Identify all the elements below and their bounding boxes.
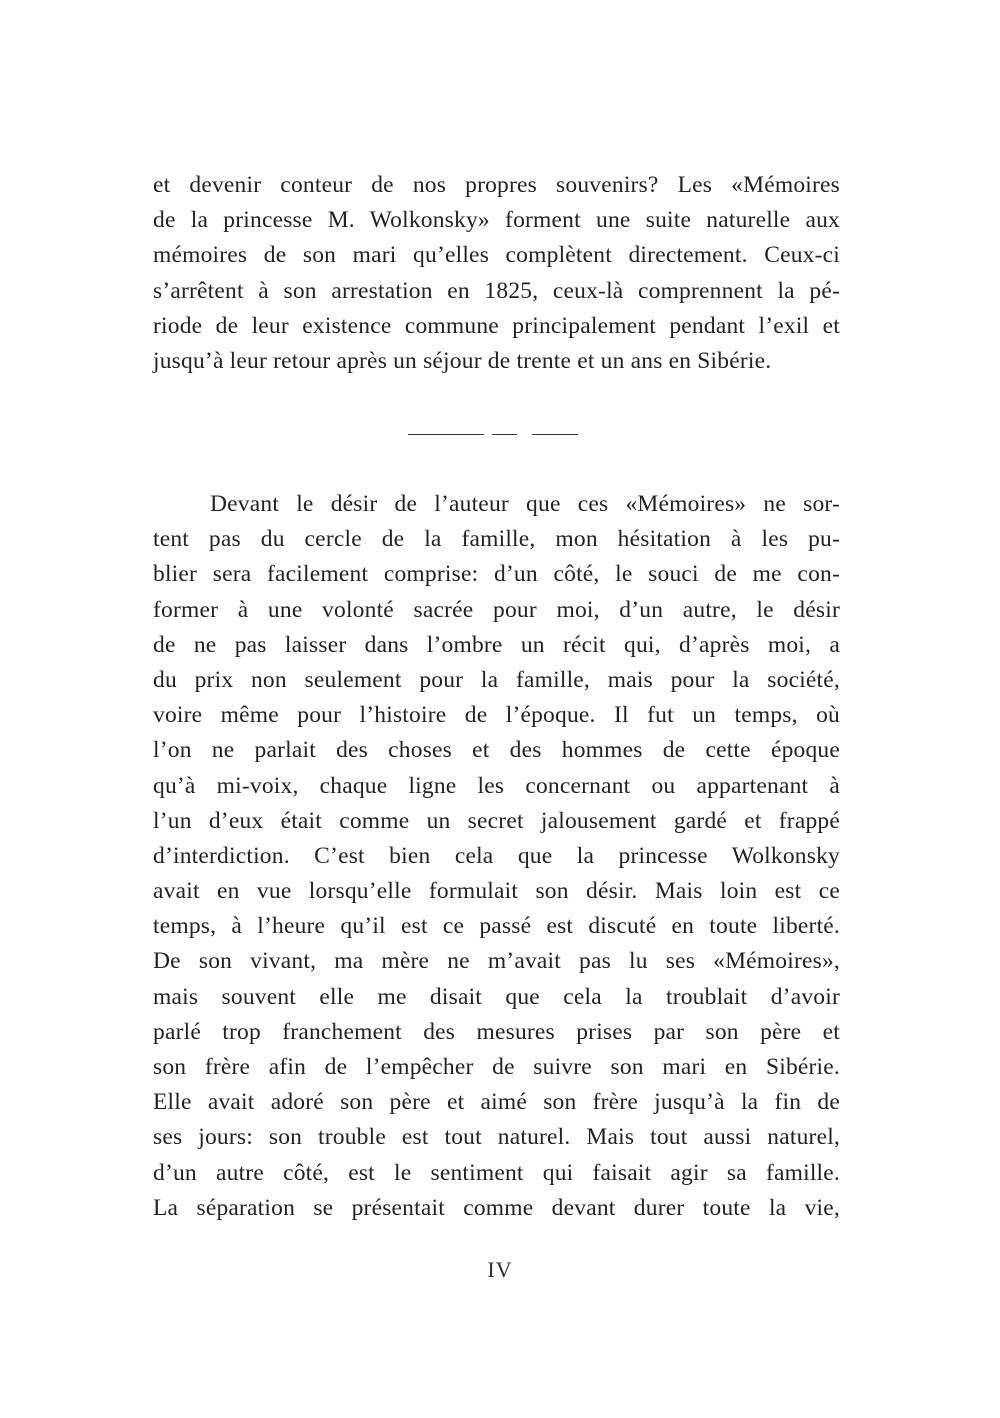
text-line: blier sera facilement comprise: d’un côté, le souci de me con- [153,561,840,588]
text-line: jusqu’à leur retour après un séjour de trente et un ans en Sibérie. [153,347,772,374]
text-line: former à une volonté sacrée pour moi, d’un autre, le désir [153,596,840,623]
text-line: d’un autre côté, est le sentiment qui faisait agir sa famille. [153,1159,840,1186]
text-line: parlé trop franchement des mesures prises par son père et [153,1018,840,1045]
text-line: d’interdiction. C’est bien cela que la princesse Wolkonsky [153,842,840,869]
text-line: avait en vue lorsqu’elle formulait son désir. Mais loin est ce [153,878,840,905]
text-line: voire même pour l’histoire de l’époque. Il fut un temps, où [153,702,840,729]
text-line: de la princesse M. Wolkonsky» forment une suite naturelle aux [153,207,840,234]
text-line: et devenir conteur de nos propres souvenirs? Les «Mémoires [153,172,840,198]
text-line: mais souvent elle me disait que cela la troublait d’avoir [153,983,840,1010]
separator-segment [492,434,517,435]
text-line: Devant le désir de l’auteur que ces «Mémoires» ne sor- [210,491,840,517]
text-line: l’on ne parlait des choses et des hommes de cette époque [153,737,840,764]
paragraph-continued [153,168,840,379]
text-line: qu’à mi-voix, chaque ligne les concernant ou appartenant à [153,772,840,799]
page-number: IV [487,1257,513,1282]
paragraph-main [153,487,840,1226]
text-line: mémoires de son mari qu’elles complètent directement. Ceux-ci [153,242,840,269]
separator-segment [408,434,484,435]
text-line: tent pas du cercle de la famille, mon hésitation à les pu- [153,526,840,553]
text-line: l’un d’eux était comme un secret jalousement gardé et frappé [153,807,840,834]
text-line: Elle avait adoré son père et aimé son frère jusqu’à la fin de [153,1089,840,1116]
text-line: riode de leur existence commune principalement pendant l’exil et [153,312,840,339]
text-line: temps, à l’heure qu’il est ce passé est discuté en toute liberté. [153,913,840,940]
text-line: du prix non seulement pour la famille, mais pour la société, [153,666,840,693]
text-line: s’arrêtent à son arrestation en 1825, ceux-là comprennent la pé- [153,277,840,304]
section-separator-rule [408,434,580,436]
text-line: La séparation se présentait comme devant durer toute la vie, [153,1194,840,1221]
text-line: ses jours: son trouble est tout naturel. Mais tout aussi naturel, [153,1124,840,1151]
text-line: de ne pas laisser dans l’ombre un récit qui, d’après moi, a [153,631,840,658]
text-line: De son vivant, ma mère ne m’avait pas lu ses «Mémoires», [153,948,840,975]
separator-segment [532,434,578,435]
text-line: son frère afin de l’empêcher de suivre son mari en Sibérie. [153,1054,840,1080]
